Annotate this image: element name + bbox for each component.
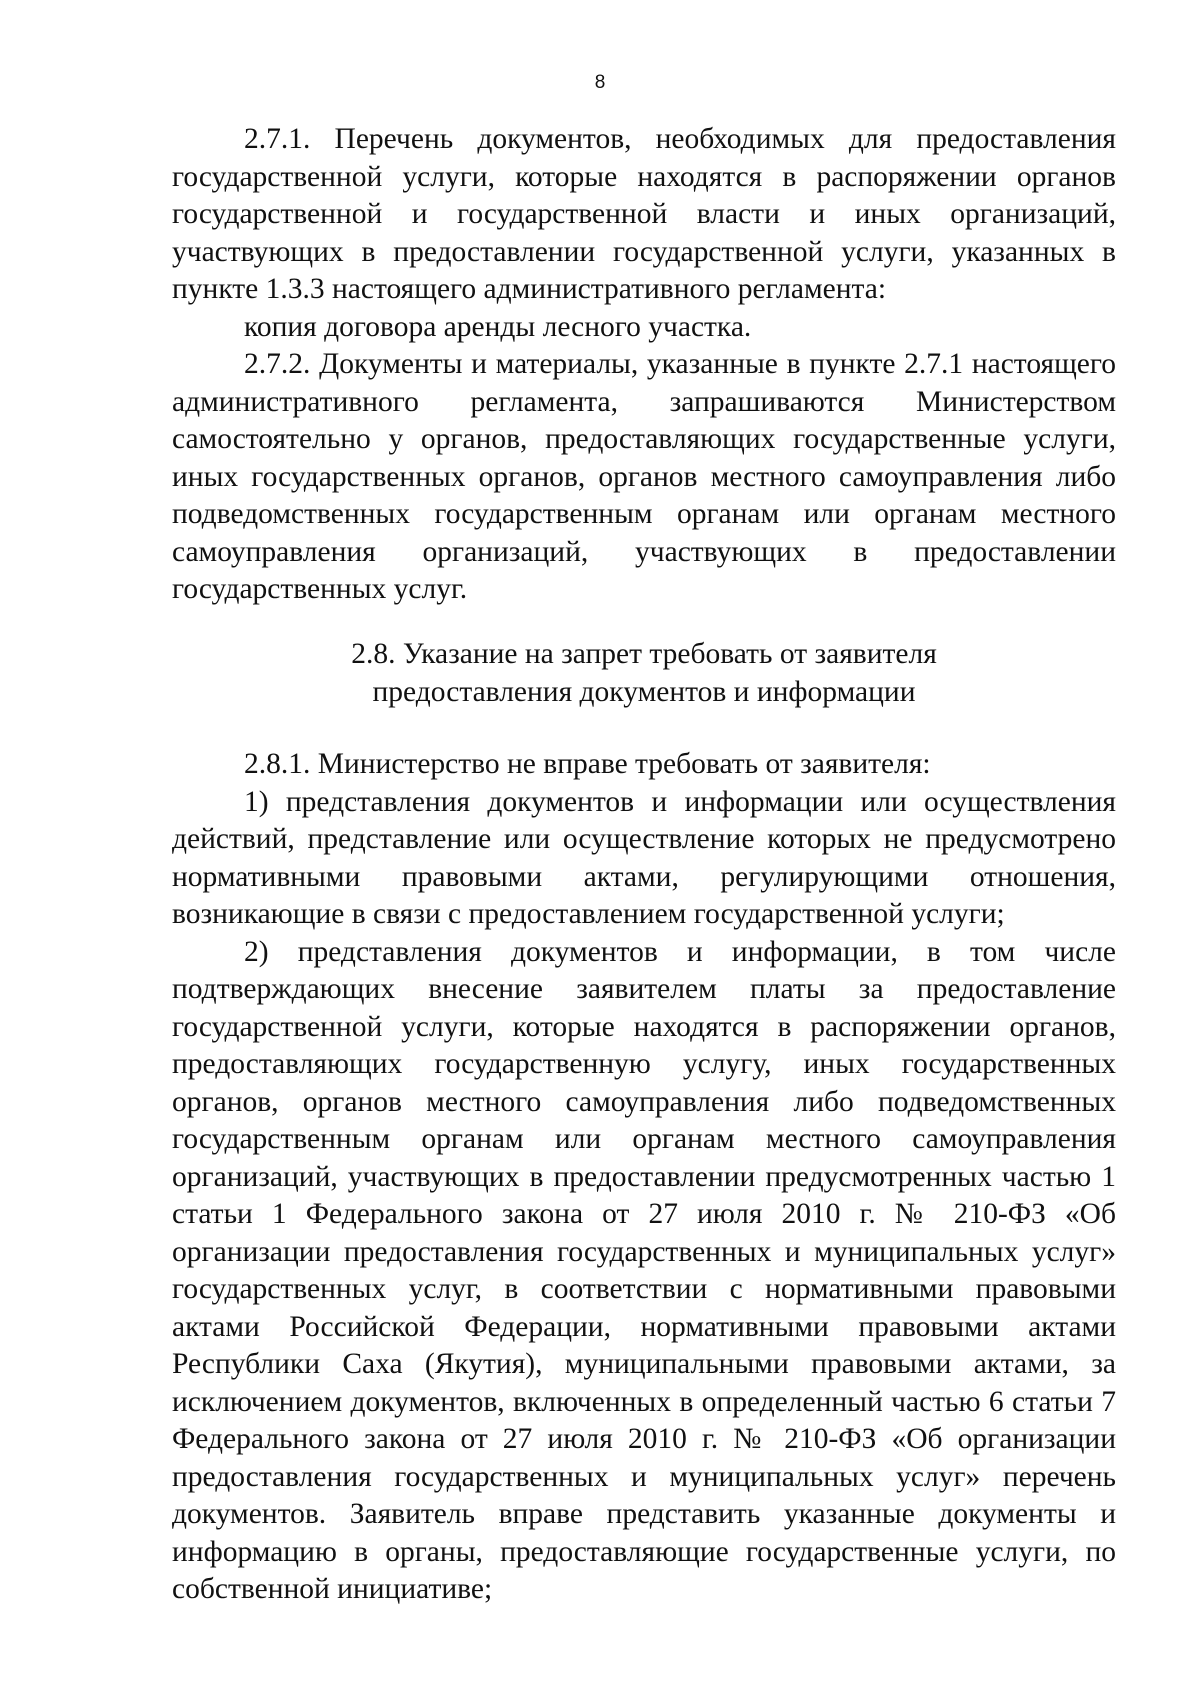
- section-2-7: [172, 121, 1116, 609]
- paragraph-item-2: 2) представления документов и информации, в том числе подтверждающих внесение заявителем платы за предоставление государственной услуги, которые находятся в распоряжении органов, предоставляющих государственную услугу, иных государственных органов, органов местного самоуправления либо подведомственных государственным органам или органам местного самоуправления организаций, участвующих в предоставлении предусмотренных частью 1 статьи 1 Федерального закона от 27 июля 2010 г. № 210-ФЗ «Об организации предоставления государственных и муниципальных услуг» государственных услуг, в соответствии с нормативными правовыми актами Российской Федерации, нормативными правовыми актами Республики Саха (Якутия), муниципальными правовыми актами, за исключением документов, включенных в определенный частью 6 статьи 7 Федерального закона от 27 июля 2010 г. № 210-ФЗ «Об организации предоставления государственных и муниципальных услуг» перечень документов. Заявитель вправе представить указанные документы и информацию в органы, предоставляющие государственные услуги, по собственной инициативе;: [172, 935, 1116, 1605]
- heading-line-1: 2.8. Указание на запрет требовать от заявителя: [351, 638, 937, 670]
- section-2-8-heading: [172, 636, 1116, 711]
- paragraph-2-7-2: 2.7.2. Документы и материалы, указанные в пункте 2.7.1 настоящего административного регламента, запрашиваются Министерством самостоятельно у органов, предоставляющих государственные услуги, иных государственных органов, органов местного самоуправления либо подведомственных государственным органам или органам местного самоуправления организаций, участвующих в предоставлении государственных услуг.: [172, 348, 1116, 605]
- paragraph-2-7-1: 2.7.1. Перечень документов, необходимых для предоставления государственной услуги, которые находятся в распоряжении органов государственной и государственной власти и иных организаций, участвующих в предоставлении государственной услуги, указанных в пункте 1.3.3 настоящего административного регламента:: [172, 123, 1116, 305]
- section-2-8-heading-block: [172, 636, 1116, 711]
- heading-line-2: предоставления документов и информации: [372, 675, 916, 708]
- paragraph-lease-copy: копия договора аренды лесного участка.: [244, 310, 752, 343]
- section-2-8: [172, 746, 1116, 1609]
- paragraph-2-8-1: 2.8.1. Министерство не вправе требовать от заявителя:: [244, 748, 931, 780]
- paragraph-item-1: 1) представления документов и информации или осуществления действий, представление или осуществление которых не предусмотрено нормативными правовыми актами, регулирующими отношения, возникающие в связи с предоставлением государственной услуги;: [172, 785, 1116, 930]
- page-number: 8: [594, 72, 606, 93]
